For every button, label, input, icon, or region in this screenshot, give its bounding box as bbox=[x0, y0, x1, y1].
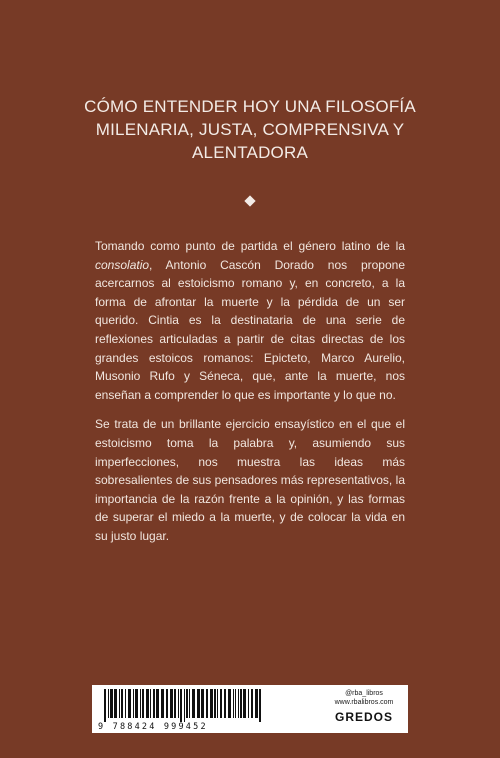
barcode-bar bbox=[108, 689, 109, 718]
publisher-website: www.rbalibros.com bbox=[334, 699, 394, 706]
barcode-bar bbox=[153, 689, 155, 718]
barcode-bar bbox=[197, 689, 200, 718]
headline-line-2: MILENARIA, JUSTA, COMPRENSIVA Y bbox=[95, 120, 405, 139]
barcode-bar bbox=[189, 689, 190, 718]
synopsis-p1-start: Tomando como punto de partida el género latino de la bbox=[95, 239, 405, 253]
barcode-bar bbox=[110, 689, 113, 718]
synopsis-p1-end: , Antonio Cascón Dorado nos propone acercarnos al estoicismo romano y, en concreto, a la forma de afrontar la muerte y la pérdida de un ser querido. Cintia es la destinataria de una serie de reflexiones articuladas a partir de citas directas de los grandes estoicos romanos: Epicteto, Marco Aurelio, Musonio Rufo y Séneca, que, ante la muerte, nos enseñan a comprender lo que es importante y lo que no. bbox=[95, 257, 405, 402]
synopsis-p1-italic: consolatio bbox=[95, 257, 150, 272]
barcode-bar bbox=[119, 689, 120, 718]
barcode-bar bbox=[192, 689, 195, 718]
barcode-bar bbox=[142, 689, 144, 718]
barcode-bar bbox=[161, 689, 164, 718]
synopsis-paragraph-1 bbox=[95, 237, 405, 404]
barcode-bar bbox=[150, 689, 151, 718]
barcode-bar bbox=[174, 689, 176, 718]
barcode-bar bbox=[201, 689, 204, 718]
barcode-bar bbox=[125, 689, 126, 718]
synopsis bbox=[95, 237, 405, 557]
barcode-bar bbox=[166, 689, 168, 718]
barcode-bar bbox=[251, 689, 253, 718]
barcode-bar bbox=[238, 689, 239, 718]
barcode-bar bbox=[146, 689, 149, 718]
barcode-bar bbox=[210, 689, 213, 718]
barcode-bar bbox=[128, 689, 131, 718]
headline-line-3: ALENTADORA bbox=[192, 143, 308, 162]
barcode-bar bbox=[220, 689, 222, 718]
barcode-bar bbox=[243, 689, 246, 718]
diamond-ornament-icon bbox=[244, 195, 255, 206]
barcode-bar bbox=[259, 689, 261, 722]
barcode-bar bbox=[186, 689, 188, 718]
barcode-bar bbox=[104, 689, 106, 722]
barcode-icon bbox=[100, 689, 266, 722]
barcode-bar bbox=[235, 689, 236, 718]
barcode-bar bbox=[233, 689, 234, 718]
barcode-bar bbox=[255, 689, 258, 718]
barcode-bar bbox=[240, 689, 242, 718]
barcode-bar bbox=[140, 689, 141, 718]
barcode-bar bbox=[206, 689, 208, 718]
barcode-bar bbox=[228, 689, 231, 718]
synopsis-paragraph-2: Se trata de un brillante ejercicio ensayístico en el que el estoicismo toma la palabra y, asumiendo sus imperfecciones, nos muestra las ideas más sobresalientes de sus pensadores más representativos, la importancia de la razón frente a la opinión, y las formas de superar el miedo a la muerte, y de colocar la vida en su justo lugar. bbox=[95, 417, 405, 543]
barcode-bar bbox=[156, 689, 159, 718]
barcode-bar bbox=[135, 689, 138, 718]
publisher-block bbox=[324, 689, 404, 722]
barcode-bar bbox=[178, 689, 179, 718]
barcode-bar bbox=[133, 689, 134, 718]
headline bbox=[40, 95, 460, 164]
barcode-bar bbox=[214, 689, 216, 718]
barcode-bar bbox=[184, 689, 185, 722]
barcode-bar bbox=[114, 689, 117, 718]
barcode-bar bbox=[121, 689, 123, 718]
barcode-bar bbox=[248, 689, 249, 718]
headline-line-1: CÓMO ENTENDER HOY UNA FILOSOFÍA bbox=[84, 97, 416, 116]
isbn-number: 9 788424 999452 bbox=[98, 722, 208, 732]
publisher-logo: GREDOS bbox=[334, 710, 393, 724]
barcode-bar bbox=[217, 689, 218, 718]
publisher-handle: @rba_libros bbox=[345, 690, 383, 697]
barcode-panel bbox=[92, 685, 408, 733]
barcode-bar bbox=[180, 689, 182, 722]
barcode-bar bbox=[224, 689, 226, 718]
barcode-bar bbox=[170, 689, 173, 718]
